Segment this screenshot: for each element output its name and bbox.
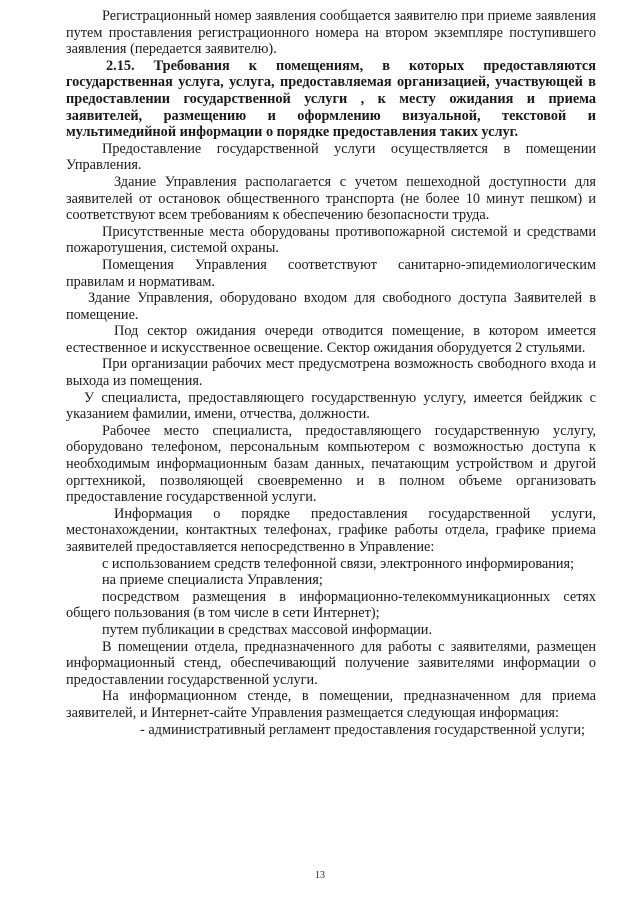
list-item-admin-regulation: - административный регламент предоставления государственной услуги; — [140, 721, 586, 738]
section-heading-2-15: 2.15. Требования к помещениям, в которых предоставляются государственная услуга, услуга, предоставляемая организацией, участвующей в предоставлении государственной услуги , к месту ожидания и приема заявителей, размещению и оформлению визуальной, текстовой и мультимедийной информации о порядке предоставления таких услуг. — [66, 57, 596, 141]
paragraph-info-stand-content: На информационном стенде, в помещении, предназначенном для приема заявителей, и Интернет-сайте Управления размещается следующая информация: — [66, 688, 596, 721]
paragraph-service-location: Предоставление государственной услуги осуществляется в помещении Управления. — [66, 140, 596, 174]
paragraph-waiting-sector: Под сектор ожидания очереди отводится помещение, в котором имеется естественное и искусственное освещение. Сектор ожидания оборудуется 2 стульями. — [66, 323, 596, 356]
paragraph-entrance: Здание Управления, оборудовано входом для свободного доступа Заявителей в помещение. — [66, 290, 596, 323]
paragraph-fire-safety: Присутственные места оборудованы противопожарной системой и средствами пожаротушения, системой охраны. — [66, 223, 596, 257]
paragraph-sanitary-norms: Помещения Управления соответствуют санитарно-эпидемиологическим правилам и нормативам. — [66, 256, 596, 290]
paragraph-workplace-access: При организации рабочих мест предусмотрена возможность свободного входа и выхода из помещения. — [66, 356, 596, 390]
list-item-mass-media: путем публикации в средствах массовой информации. — [102, 621, 433, 638]
paragraph-information-order: Информация о порядке предоставления государственной услуги, местонахождении, контактных телефонах, графике работы отдела, графике приема заявителей предоставляется непосредственно в Управление: — [66, 505, 596, 555]
paragraph-specialist-badge: У специалиста, предоставляющего государственную услугу, имеется бейджик с указанием фамилии, имени, отчества, должности. — [66, 389, 596, 423]
page-number: 13 — [315, 870, 325, 881]
paragraph-info-stand: В помещении отдела, предназначенного для работы с заявителями, размещен информационный стенд, обеспечивающий получение заявителями информации о предоставлении государственной услуги. — [66, 638, 596, 688]
paragraph-registration-number: Регистрационный номер заявления сообщается заявителю при приеме заявления путем проставления регистрационного номера на втором экземпляре поступившего заявления (передается заявителю). — [66, 8, 596, 58]
list-item-internet: посредством размещения в информационно-телекоммуникационных сетях общего пользования (в том числе в сети Интернет); — [66, 588, 596, 622]
list-item-specialist-reception: на приеме специалиста Управления; — [102, 572, 323, 589]
paragraph-workplace-equipment: Рабочее место специалиста, предоставляющего государственную услугу, оборудовано телефоном, персональным компьютером с возможностью доступа к необходимым информационным базам данных, печатающим устройством и другой оргтехникой, позволяющей своевременно и в полном объеме организовать предоставление государственной услуги. — [66, 422, 596, 506]
paragraph-building-accessibility: Здание Управления располагается с учетом пешеходной доступности для заявителей от остановок общественного транспорта (не более 10 минут пешком) и соответствуют всем требованиям к обеспечению безопасности труда. — [66, 173, 596, 224]
list-item-phone-electronic: с использованием средств телефонной связи, электронного информирования; — [102, 555, 575, 572]
